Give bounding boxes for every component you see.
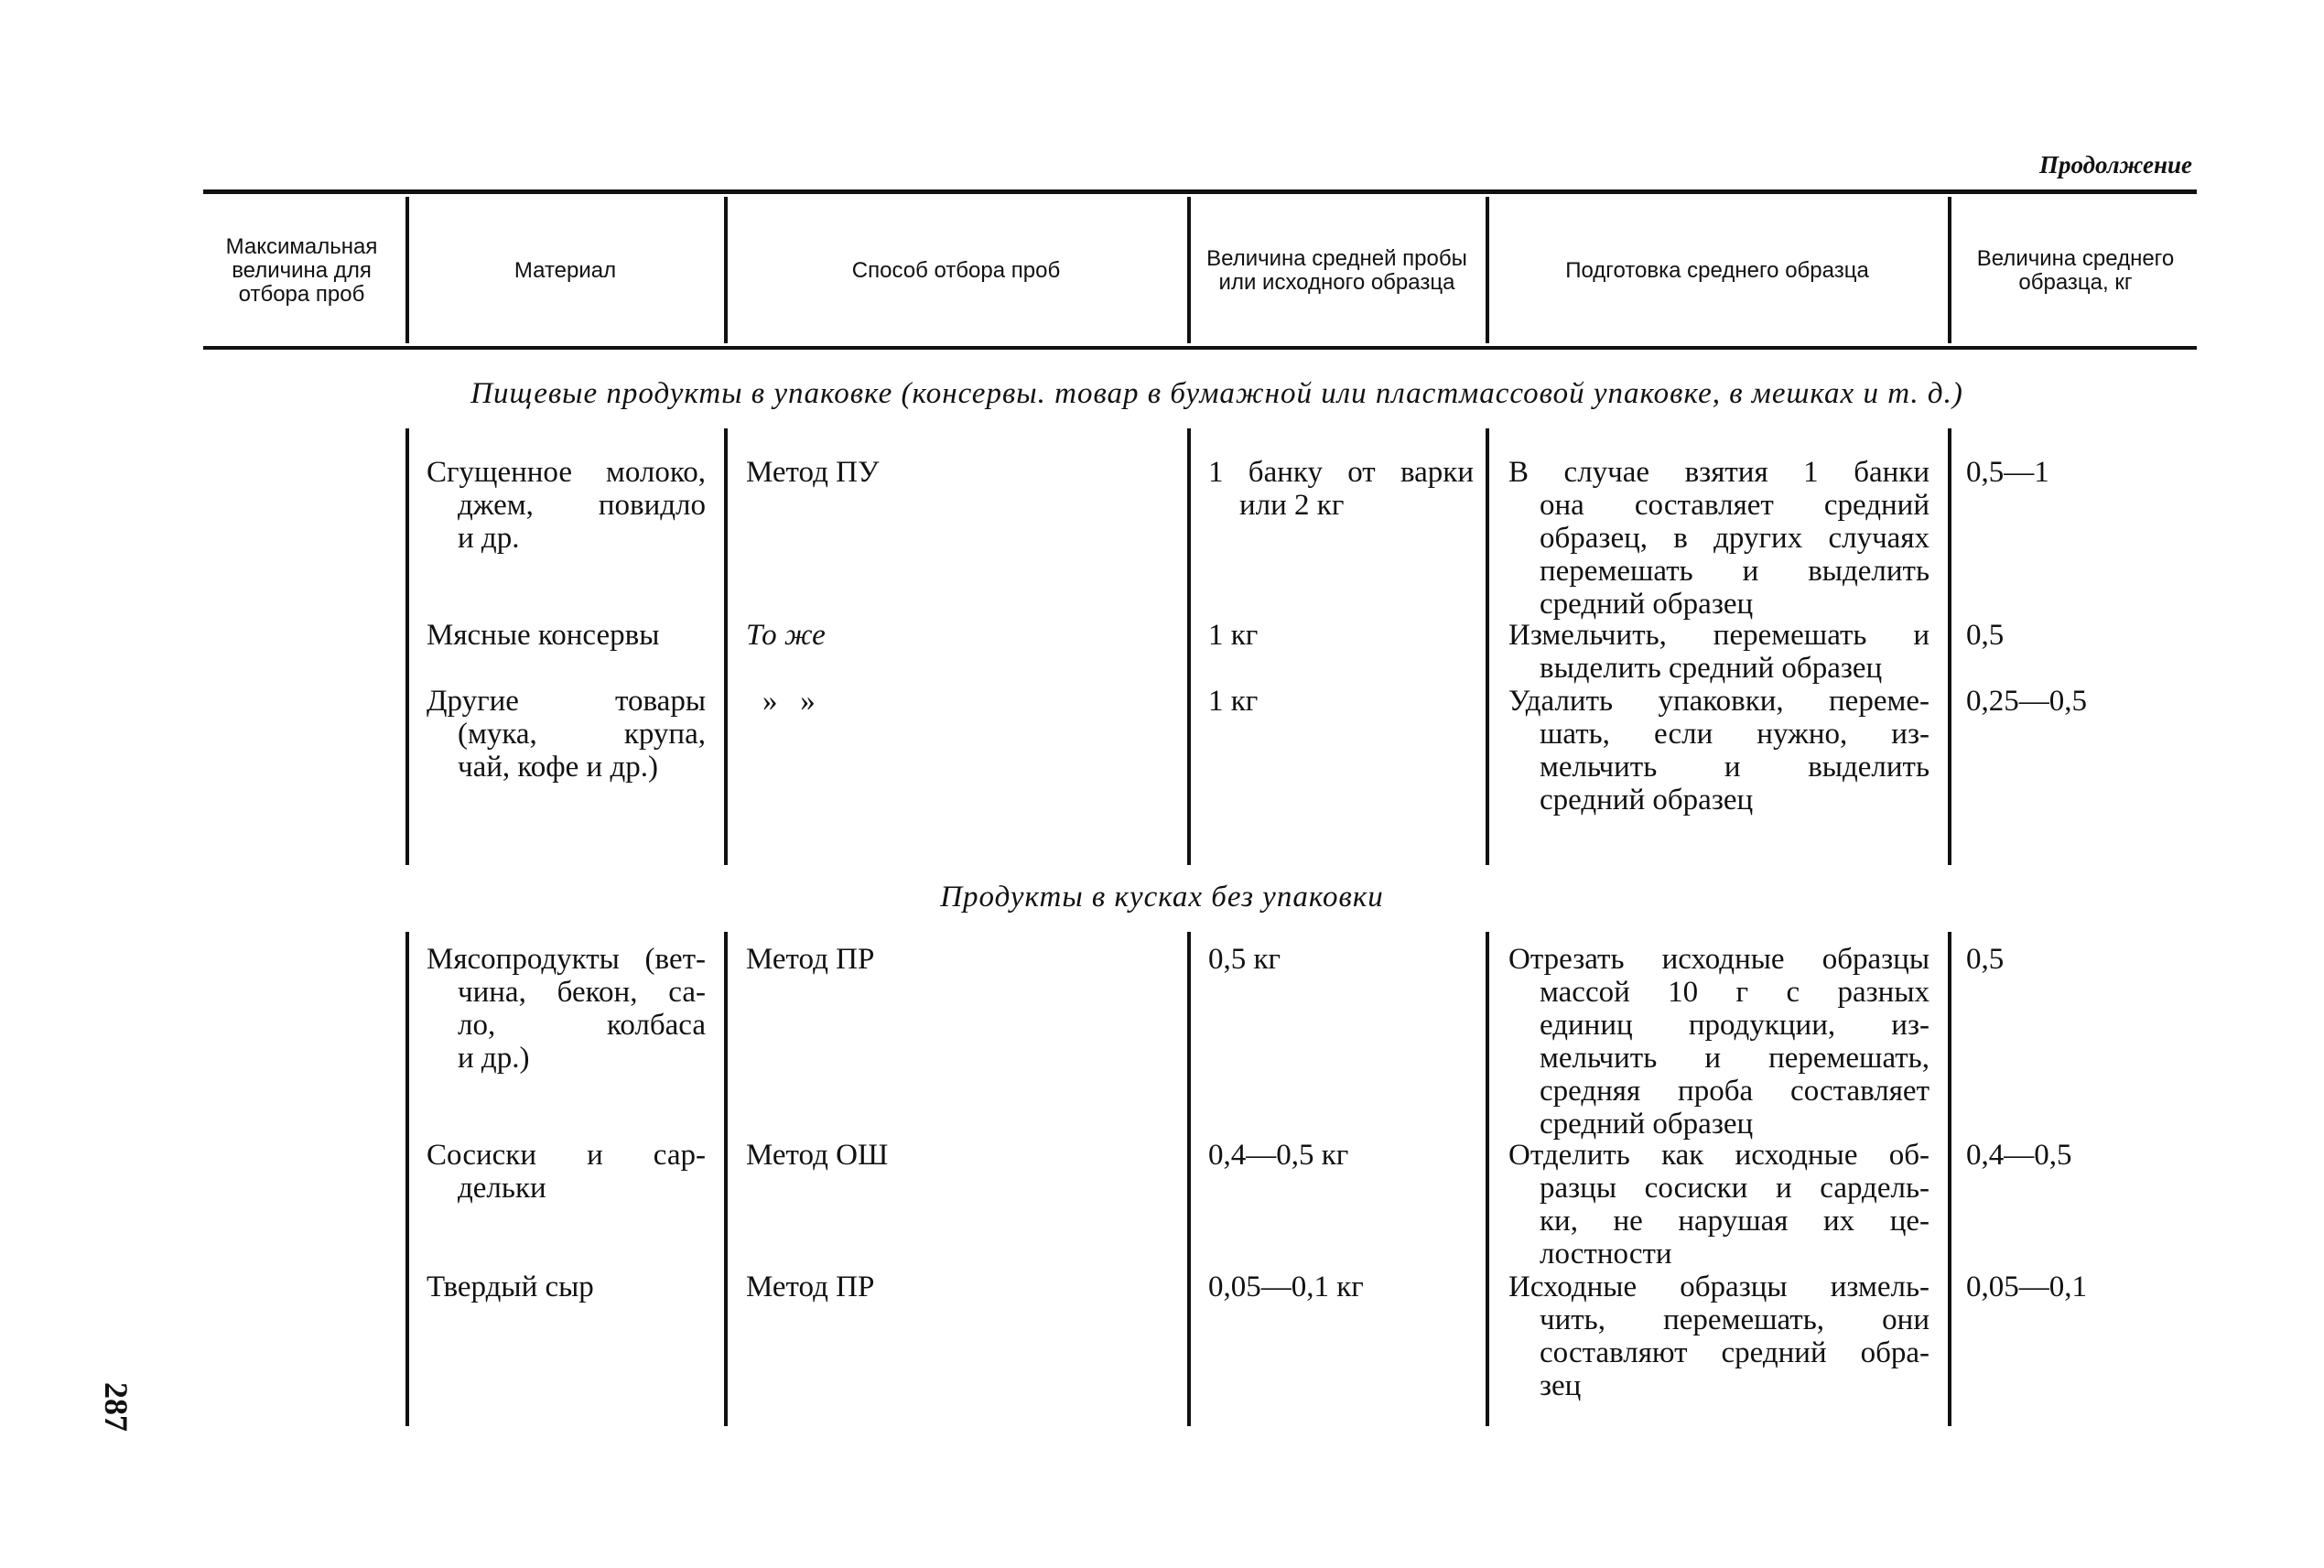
prep-line: выделить средний образец <box>1540 652 1883 685</box>
material-cell <box>427 943 706 1075</box>
prep-line: перемешать и выделить <box>1540 555 1929 588</box>
prep-line: она составляет средний <box>1540 489 1929 522</box>
material-line: Твердый сыр <box>427 1271 594 1303</box>
material-line: Сгущенное молоко, <box>427 456 706 489</box>
material-line: дельки <box>458 1172 546 1205</box>
material-line: (мука, крупа, <box>458 718 706 751</box>
sample-line: 1 банку от варки <box>1208 456 1474 489</box>
sample-size-cell: 0,05—0,1 кг <box>1208 1271 1364 1303</box>
material-line: Другие товары <box>427 685 706 718</box>
prep-line: единиц продукции, из- <box>1540 1009 1929 1042</box>
prep-line: Отделить как исходные об- <box>1508 1139 1929 1172</box>
prep-line: Отрезать исходные образцы <box>1508 943 1929 976</box>
material-line: и др.) <box>458 1042 530 1075</box>
material-line: чина, бекон, са- <box>458 976 706 1009</box>
prep-line: шать, если нужно, из- <box>1540 718 1929 751</box>
material-line: Сосиски и сар- <box>427 1139 706 1172</box>
sample-size-cell: 0,4—0,5 кг <box>1208 1139 1349 1172</box>
average-mass-cell: 0,5 <box>1966 619 2005 652</box>
method-cell: То же <box>746 619 826 652</box>
prep-line: массой 10 г с разных <box>1540 976 1929 1009</box>
section-title-unpackaged: Продукты в кусках без упаковки <box>940 881 1384 914</box>
sample-size-cell: 1 кг <box>1208 619 1259 652</box>
prep-line: средняя проба составляет <box>1540 1075 1929 1108</box>
prep-line: чить, перемешать, они <box>1540 1303 1929 1336</box>
sample-line: или 2 кг <box>1239 489 1345 522</box>
column-header-average-mass: Величина среднего образца, кг <box>1976 246 2175 295</box>
page-number: 287 <box>98 1382 135 1432</box>
prep-line: средний образец <box>1540 1108 1754 1141</box>
prep-line: Измельчить, перемешать и <box>1508 619 1929 652</box>
section-title-packaged: Пищевые продукты в упаковке (консервы. товар в бумажной или пластмассовой упаковке, в мешках и т. д.) <box>470 377 1963 410</box>
method-cell: Метод ПР <box>746 943 875 976</box>
preparation-cell <box>1508 1139 1929 1271</box>
sample-size-cell: 1 кг <box>1208 685 1259 718</box>
sample-size-cell: 0,5 кг <box>1208 943 1281 976</box>
prep-line: В случае взятия 1 банки <box>1508 456 1929 489</box>
method-cell: Метод ПР <box>746 1271 875 1303</box>
prep-line: составляют средний обра- <box>1540 1336 1929 1369</box>
column-header-preparation: Подготовка среднего образца <box>1565 258 1869 283</box>
material-line: и др. <box>458 522 520 555</box>
material-line: Мясопродукты (вет- <box>427 943 706 976</box>
column-header-sample-size: Величина средней пробы или исходного образца <box>1206 246 1467 295</box>
prep-line: мельчить и перемешать, <box>1540 1042 1929 1075</box>
material-cell <box>427 1139 706 1205</box>
average-mass-cell: 0,25—0,5 <box>1966 685 2087 718</box>
prep-line: Удалить упаковки, переме- <box>1508 685 1929 718</box>
prep-line: зец <box>1540 1369 1582 1402</box>
prep-line: мельчить и выделить <box>1540 751 1929 784</box>
average-mass-cell: 0,5 <box>1966 943 2005 976</box>
prep-line: разцы сосиски и сардель- <box>1540 1172 1929 1205</box>
material-line: чай, кофе и др.) <box>458 751 658 784</box>
method-cell: Метод ОШ <box>746 1139 889 1172</box>
preparation-cell <box>1508 1271 1929 1402</box>
method-cell: » » <box>762 685 816 718</box>
prep-line: ки, не нарушая их це- <box>1540 1205 1929 1238</box>
material-line: Мясные консервы <box>427 619 660 652</box>
prep-line: лостности <box>1540 1238 1672 1271</box>
column-header-sampling-method: Способ отбора проб <box>851 258 1061 283</box>
average-mass-cell: 0,4—0,5 <box>1966 1139 2072 1172</box>
prep-line: образец, в других случаях <box>1540 522 1929 555</box>
prep-line: Исходные образцы измель- <box>1508 1271 1929 1303</box>
average-mass-cell: 0,5—1 <box>1966 456 2049 489</box>
material-line: джем, повидло <box>458 489 706 522</box>
method-cell: Метод ПУ <box>746 456 880 489</box>
column-header-max-size: Максимальная величина для отбора проб <box>225 234 378 307</box>
preparation-cell <box>1508 943 1929 1141</box>
average-mass-cell: 0,05—0,1 <box>1966 1271 2087 1303</box>
material-cell <box>427 1271 706 1303</box>
prep-line: средний образец <box>1540 588 1754 621</box>
column-header-material: Материал <box>513 258 617 283</box>
prep-line: средний образец <box>1540 784 1754 816</box>
material-line: ло, колбаса <box>458 1009 706 1042</box>
continuation-label: Продолжение <box>2038 151 2192 178</box>
